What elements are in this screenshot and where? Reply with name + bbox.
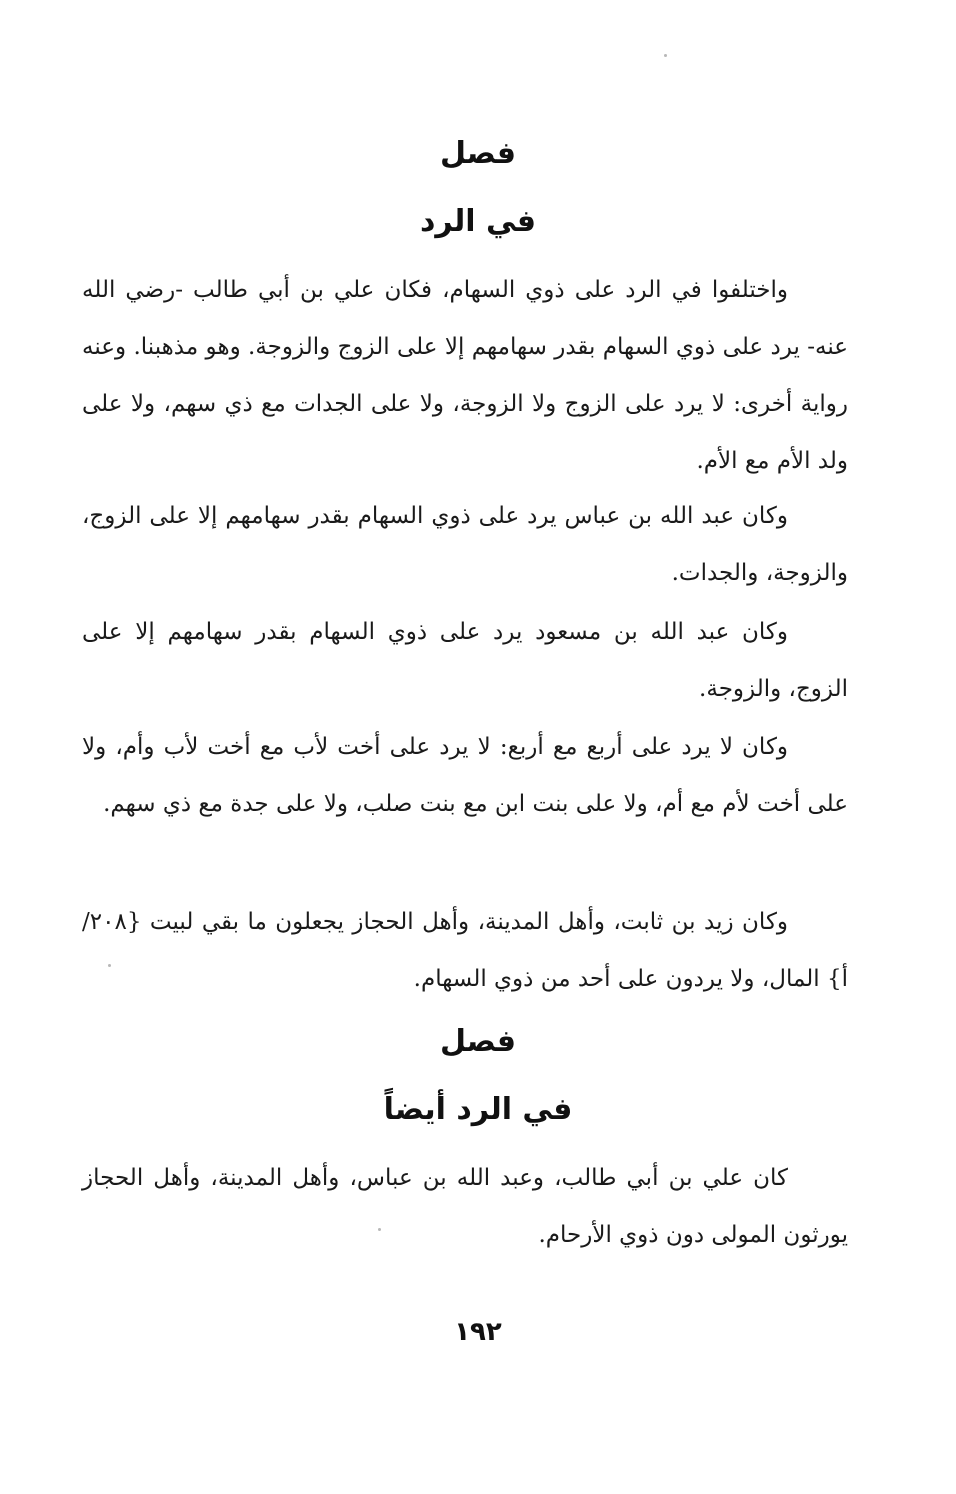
section-heading: فصل (440, 136, 516, 171)
paragraph: وكان زيد بن ثابت، وأهل المدينة، وأهل الحجاز يجعلون ما بقي لبيت {٢٠٨/أ} المال، ولا يردون على أحد من ذوي السهام. (82, 909, 848, 992)
paragraph: كان علي بن أبي طالب، وعبد الله بن عباس، وأهل المدينة، وأهل الحجاز يورثون المولى دون ذوي الأرحام. (82, 1165, 848, 1248)
section-heading: فصل (440, 1024, 516, 1059)
paragraph: واختلفوا في الرد على ذوي السهام، فكان علي بن أبي طالب -رضي الله عنه- يرد على ذوي السهام بقدر سهامهم إلا على الزوج والزوجة. وهو مذهبنا. وعنه رواية أخرى: لا يرد على الزوج ولا الزوجة، ولا على الجدات مع ذي سهم، ولا على ولد الأم مع الأم. (82, 277, 848, 474)
paragraph: وكان عبد الله بن مسعود يرد على ذوي السهام بقدر سهامهم إلا على الزوج، والزوجة. (82, 619, 848, 702)
section-subheading: في الرد أيضاً (383, 1092, 573, 1127)
paragraph: وكان عبد الله بن عباس يرد على ذوي السهام بقدر سهامهم إلا على الزوج، والزوجة، والجدات. (82, 503, 848, 586)
scan-speck (108, 964, 111, 967)
section-subheading: في الرد (419, 204, 537, 239)
scan-speck (378, 1228, 381, 1231)
paragraph: وكان لا يرد على أربع مع أربع: لا يرد على أخت لأب مع أخت لأب وأم، ولا على أخت لأم مع أم، ولا على بنت ابن مع بنت صلب، ولا على جدة مع ذي سهم. (82, 734, 848, 817)
scan-speck (664, 54, 667, 57)
page-number: ١٩٢ (454, 1317, 502, 1347)
